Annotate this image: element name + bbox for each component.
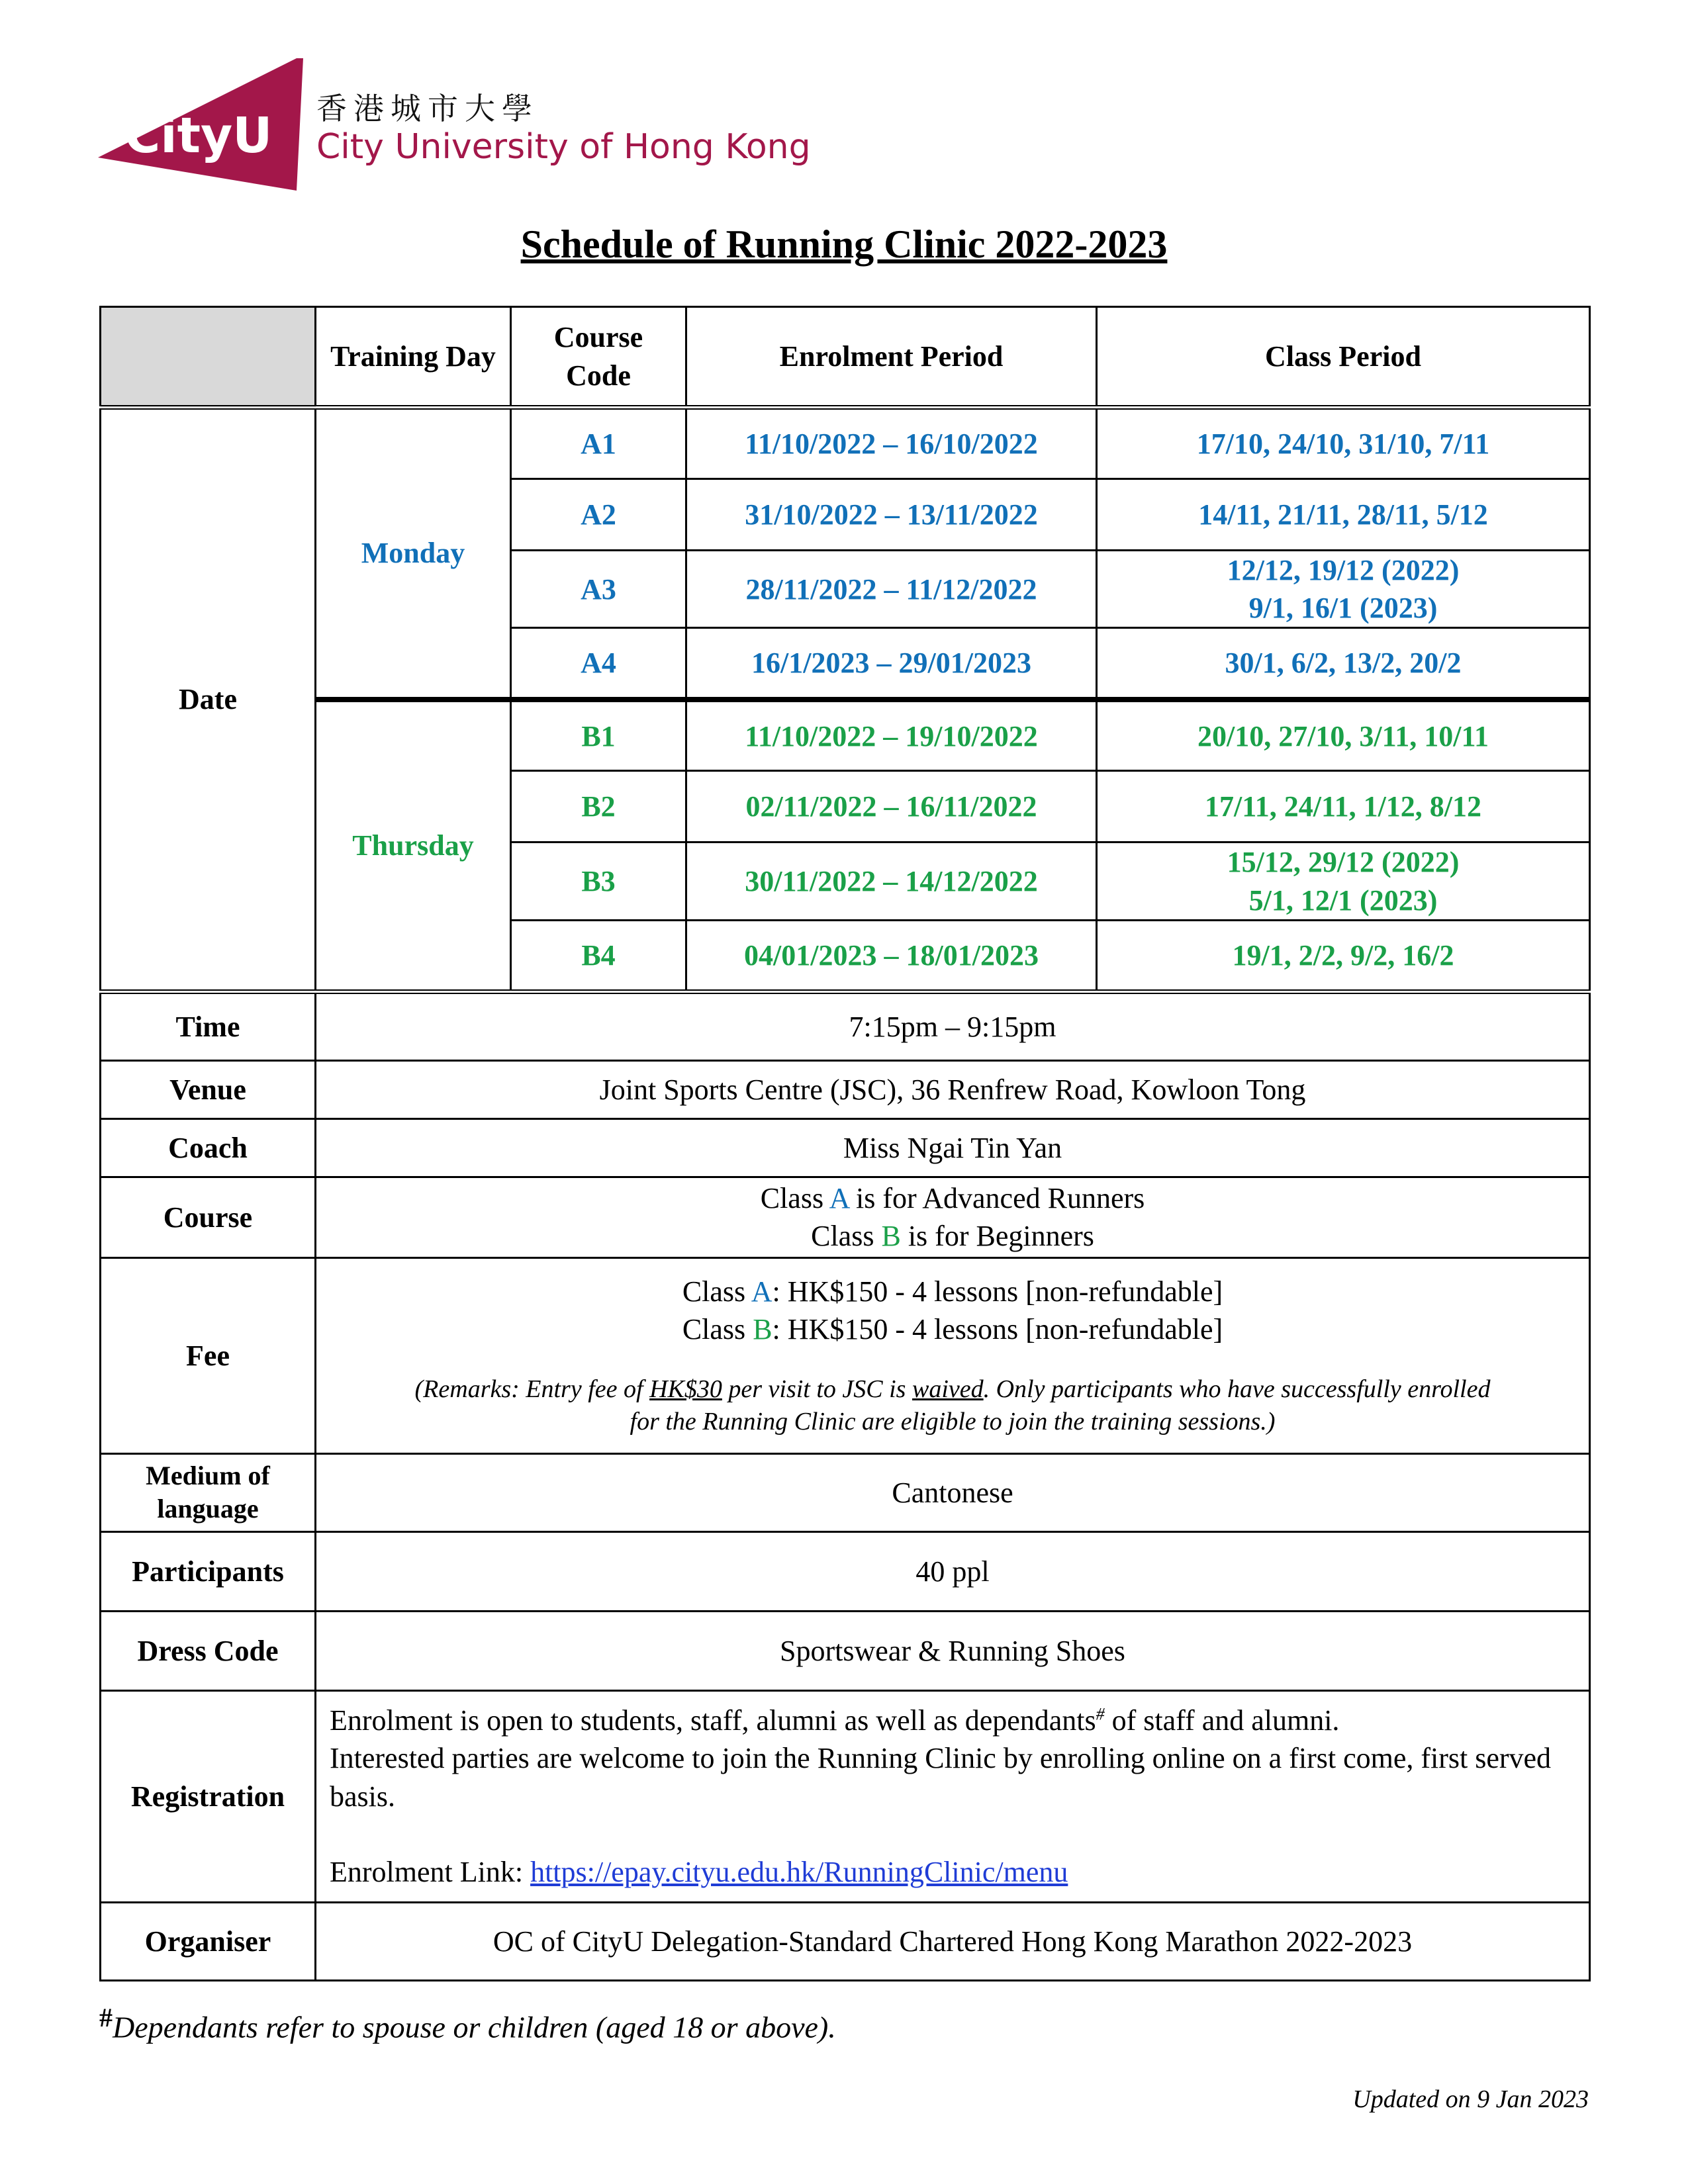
registration-row xyxy=(101,1690,1590,1902)
participants-row xyxy=(101,1531,1590,1611)
course-code: A1 xyxy=(511,408,686,479)
class-period: 30/1, 6/2, 13/2, 20/2 xyxy=(1097,628,1590,700)
venue-value: Joint Sports Centre (JSC), 36 Renfrew Road, Kowloon Tong xyxy=(316,1060,1590,1118)
time-label: Time xyxy=(101,991,316,1060)
class-period: 17/11, 24/11, 1/12, 8/12 xyxy=(1097,771,1590,842)
header-enrolment-period: Enrolment Period xyxy=(686,307,1097,408)
dress-code-row xyxy=(101,1611,1590,1690)
dress-code-value: Sportswear & Running Shoes xyxy=(316,1611,1590,1690)
enrolment-link[interactable]: https://epay.cityu.edu.hk/RunningClinic/menu xyxy=(530,1856,1068,1889)
registration-label: Registration xyxy=(101,1690,316,1902)
course-code: B1 xyxy=(511,700,686,771)
organiser-label: Organiser xyxy=(101,1902,316,1980)
thursday-label: Thursday xyxy=(316,700,511,991)
course-row xyxy=(101,1177,1590,1257)
time-row xyxy=(101,991,1590,1060)
header-row xyxy=(101,307,1590,408)
coach-label: Coach xyxy=(101,1118,316,1177)
enrolment-period: 31/10/2022 – 13/11/2022 xyxy=(686,479,1097,551)
enrolment-period: 11/10/2022 – 19/10/2022 xyxy=(686,700,1097,771)
header-course-code: Course Code xyxy=(511,307,686,408)
course-code: B4 xyxy=(511,920,686,991)
organiser-row xyxy=(101,1902,1590,1980)
medium-value: Cantonese xyxy=(316,1453,1590,1531)
university-chinese-name: 香港城市大學 xyxy=(316,91,539,126)
enrolment-period: 28/11/2022 – 11/12/2022 xyxy=(686,551,1097,628)
enrolment-period: 04/01/2023 – 18/01/2023 xyxy=(686,920,1097,991)
header-blank-cell xyxy=(101,307,316,408)
fee-value: Class A: HK$150 - 4 lessons [non-refundable] Class B: HK$150 - 4 lessons [non-refundable] (Remarks: Entry fee of HK$30 per visit to JSC is waived. Only participants who have successfully enrolled for the Running Clinic are eligible to join the training sessions.) xyxy=(316,1257,1590,1453)
enrolment-period: 11/10/2022 – 16/10/2022 xyxy=(686,408,1097,479)
header-training-day: Training Day xyxy=(316,307,511,408)
schedule-table xyxy=(99,306,1591,1981)
coach-value: Miss Ngai Tin Yan xyxy=(316,1118,1590,1177)
class-period: 17/10, 24/10, 31/10, 7/11 xyxy=(1097,408,1590,479)
svg-text:CityU: CityU xyxy=(124,107,273,164)
header-class-period: Class Period xyxy=(1097,307,1590,408)
time-value: 7:15pm – 9:15pm xyxy=(316,991,1590,1060)
table-row xyxy=(101,408,1590,479)
course-label: Course xyxy=(101,1177,316,1257)
coach-row xyxy=(101,1118,1590,1177)
venue-label: Venue xyxy=(101,1060,316,1118)
organiser-value: OC of CityU Delegation-Standard Chartered Hong Kong Marathon 2022-2023 xyxy=(316,1902,1590,1980)
medium-label: Medium of language xyxy=(101,1453,316,1531)
university-english-name: City University of Hong Kong xyxy=(316,127,811,167)
monday-label: Monday xyxy=(316,408,511,700)
class-period: 19/1, 2/2, 9/2, 16/2 xyxy=(1097,920,1590,991)
class-period: 20/10, 27/10, 3/11, 10/11 xyxy=(1097,700,1590,771)
fee-label: Fee xyxy=(101,1257,316,1453)
course-code: A4 xyxy=(511,628,686,700)
medium-row xyxy=(101,1453,1590,1531)
course-value: Class A is for Advanced Runners Class B is for Beginners xyxy=(316,1177,1590,1257)
cityu-logo-mark xyxy=(98,58,303,191)
date-label: Date xyxy=(101,408,316,992)
participants-label: Participants xyxy=(101,1531,316,1611)
enrolment-period: 02/11/2022 – 16/11/2022 xyxy=(686,771,1097,842)
page-title: Schedule of Running Clinic 2022-2023 xyxy=(520,222,1168,266)
footnote: #Dependants refer to spouse or children (aged 18 or above). xyxy=(99,2003,836,2044)
course-code: B3 xyxy=(511,842,686,920)
dress-code-label: Dress Code xyxy=(101,1611,316,1690)
class-period: 12/12, 19/12 (2022) 9/1, 16/1 (2023) xyxy=(1097,551,1590,628)
class-period: 15/12, 29/12 (2022) 5/1, 12/1 (2023) xyxy=(1097,842,1590,920)
table-row xyxy=(101,700,1590,771)
participants-value: 40 ppl xyxy=(316,1531,1590,1611)
cityu-logo xyxy=(98,58,811,191)
course-code: A2 xyxy=(511,479,686,551)
venue-row xyxy=(101,1060,1590,1118)
class-period: 14/11, 21/11, 28/11, 5/12 xyxy=(1097,479,1590,551)
updated-date: Updated on 9 Jan 2023 xyxy=(1352,2085,1589,2113)
enrolment-period: 30/11/2022 – 14/12/2022 xyxy=(686,842,1097,920)
fee-remark: (Remarks: Entry fee of HK$30 per visit to JSC is waived. Only participants who have successfully enrolled for the Running Clinic are eligible to join the training sessions.) xyxy=(414,1375,1491,1436)
course-code: A3 xyxy=(511,551,686,628)
class-b-letter: B xyxy=(881,1220,901,1253)
class-a-letter: A xyxy=(829,1182,849,1215)
fee-row xyxy=(101,1257,1590,1453)
registration-value: Enrolment is open to students, staff, alumni as well as dependants# of staff and alumni. Interested parties are welcome to join the Running Clinic by enrolling online on a first come, first served basis. Enrolment Link: https://epay.cityu.edu.hk/RunningClinic/menu xyxy=(316,1690,1590,1902)
enrolment-period: 16/1/2023 – 29/01/2023 xyxy=(686,628,1097,700)
course-code: B2 xyxy=(511,771,686,842)
